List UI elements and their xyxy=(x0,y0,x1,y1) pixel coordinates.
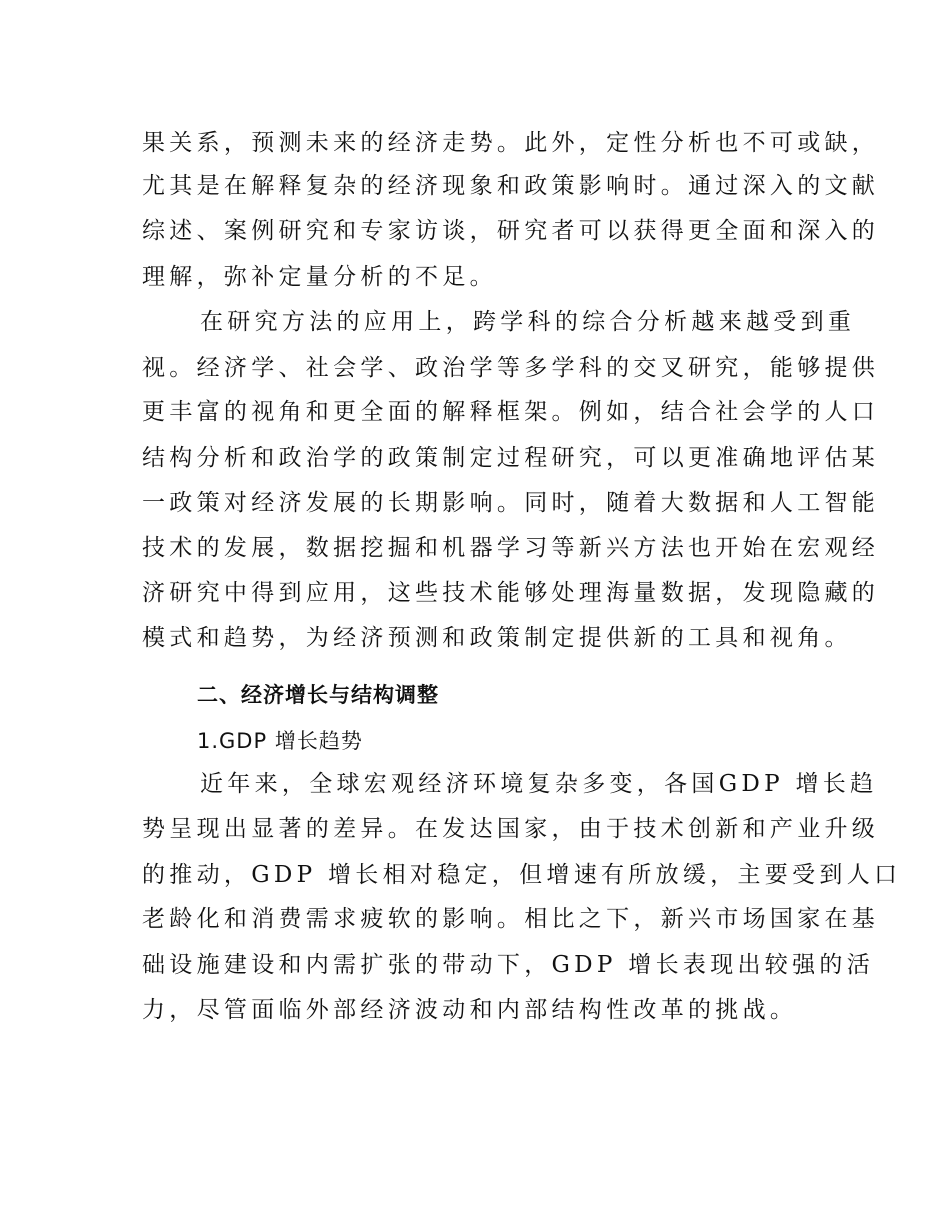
text-line: 果关系，预测未来的经济走势。此外，定性分析也不可或缺， xyxy=(142,130,880,156)
text-line: 尤其是在解释复杂的经济现象和政策影响时。通过深入的文献 xyxy=(142,173,880,199)
text-line: 结构分析和政治学的政策制定过程研究，可以更准确地评估某 xyxy=(142,445,880,471)
text-line: 在研究方法的应用上，跨学科的综合分析越来越受到重 xyxy=(200,309,856,335)
text-line: 更丰富的视角和更全面的解释框架。例如，结合社会学的人口 xyxy=(142,399,880,425)
text-line: 济研究中得到应用，这些技术能够处理海量数据，发现隐藏的 xyxy=(142,580,880,606)
text-line: 势呈现出显著的差异。在发达国家，由于技术创新和产业升级 xyxy=(142,816,880,842)
text-line: 模式和趋势，为经济预测和政策制定提供新的工具和视角。 xyxy=(142,625,852,651)
text-line: 础设施建设和内需扩张的带动下，GDP 增长表现出较强的活 xyxy=(142,952,874,978)
text-line: 力，尽管面临外部经济波动和内部结构性改革的挑战。 xyxy=(142,997,798,1023)
section-heading: 二、经济增长与结构调整 xyxy=(197,683,439,707)
text-line: 的推动，GDP 增长相对稳定，但增速有所放缓，主要受到人口 xyxy=(142,862,902,888)
text-line: 近年来，全球宏观经济环境复杂多变，各国GDP 增长趋 xyxy=(200,771,878,797)
text-line: 老龄化和消费需求疲软的影响。相比之下，新兴市场国家在基 xyxy=(142,906,880,932)
text-line: 技术的发展，数据挖掘和机器学习等新兴方法也开始在宏观经 xyxy=(142,535,880,561)
text-line: 综述、案例研究和专家访谈，研究者可以获得更全面和深入的 xyxy=(142,218,880,244)
text-line: 视。经济学、社会学、政治学等多学科的交叉研究，能够提供 xyxy=(142,355,880,381)
text-line: 理解，弥补定量分析的不足。 xyxy=(142,264,497,290)
subsection-heading: 1.GDP 增长趋势 xyxy=(197,729,363,753)
text-line: 一政策对经济发展的长期影响。同时，随着大数据和人工智能 xyxy=(142,490,880,516)
